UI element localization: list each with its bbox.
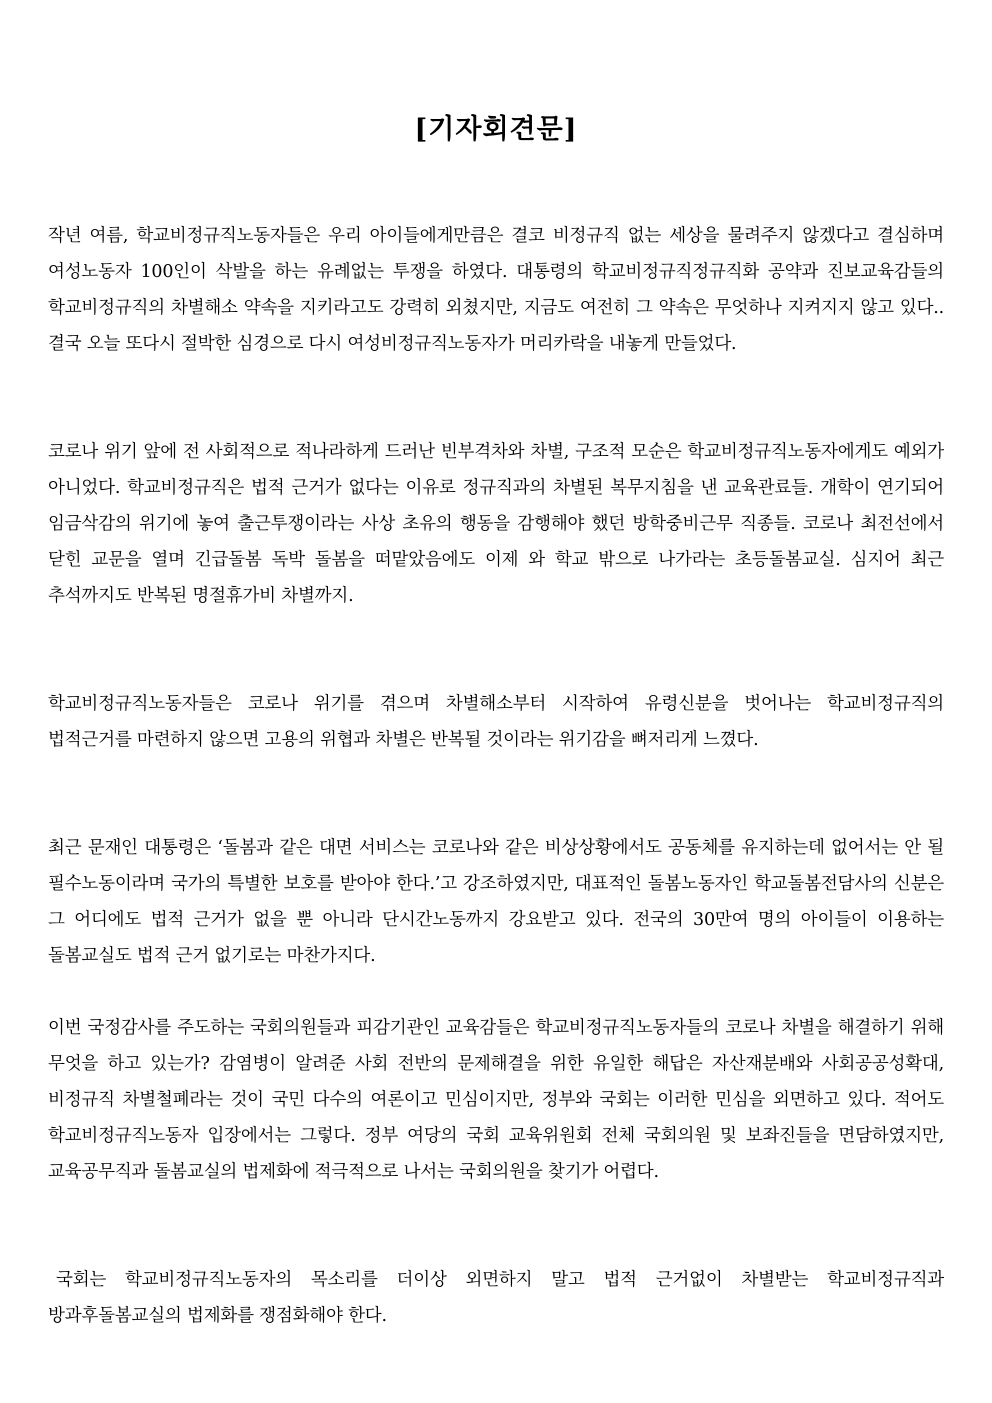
paragraph-3: 학교비정규직노동자들은 코로나 위기를 겪으며 차별해소부터 시작하여 유령신분을 벗어나는 학교비정규직의 법적근거를 마련하지 않으면 고용의 위협과 차별은 반복될 것이라는 위기감을 뼈저리게 느꼈다. — [48, 694, 944, 750]
document-title: [기자회견문] — [414, 114, 578, 145]
paragraph-5: 이번 국정감사를 주도하는 국회의원들과 피감기관인 교육감들은 학교비정규직노동자들의 코로나 차별을 해결하기 위해 무엇을 하고 있는가? 감염병이 알려준 사회 전반의 문제해결을 위한 유일한 해답은 자산재분배와 사회공공성확대, 비정규직 차별철폐라는 것이 국민 다수의 여론이고 민심이지만, 정부와 국회는 이러한 민심을 외면하고 있다. 적어도 학교비정규직노동자 입장에서는 그렇다. 정부 여당의 국회 교육위원회 전체 국회의원 및 보좌진들을 면담하였지만, 교육공무직과 돌봄교실의 법제화에 적극적으로 나서는 국회의원을 찾기가 어렵다. — [48, 1018, 944, 1182]
paragraph-6: 국회는 학교비정규직노동자의 목소리를 더이상 외면하지 말고 법적 근거없이 차별받는 학교비정규직과 방과후돌봄교실의 법제화를 쟁점화해야 한다. — [48, 1270, 944, 1326]
paragraph-1: 작년 여름, 학교비정규직노동자들은 우리 아이들에게만큼은 결코 비정규직 없는 세상을 물려주지 않겠다고 결심하며 여성노동자 100인이 삭발을 하는 유례없는 투쟁을 하였다. 대통령의 학교비정규직정규직화 공약과 진보교육감들의 학교비정규직의 차별해소 약속을 지키라고도 강력히 외쳤지만, 지금도 여전히 그 약속은 무엇하나 지켜지지 않고 있다..결국 오늘 또다시 절박한 심경으로 다시 여성비정규직노동자가 머리카락을 내놓게 만들었다. — [48, 226, 944, 354]
paragraph-2: 코로나 위기 앞에 전 사회적으로 적나라하게 드러난 빈부격차와 차별, 구조적 모순은 학교비정규직노동자에게도 예외가 아니었다. 학교비정규직은 법적 근거가 없다는 이유로 정규직과의 차별된 복무지침을 낸 교육관료들. 개학이 연기되어 임금삭감의 위기에 놓여 출근투쟁이라는 사상 초유의 행동을 감행해야 했던 방학중비근무 직종들. 코로나 최전선에서 닫힌 교문을 열며 긴급돌봄 독박 돌봄을 떠맡았음에도 이제 와 학교 밖으로 나가라는 초등돌봄교실. 심지어 최근 추석까지도 반복된 명절휴가비 차별까지. — [48, 442, 944, 606]
paragraph-4: 최근 문재인 대통령은 ‘돌봄과 같은 대면 서비스는 코로나와 같은 비상상황에서도 공동체를 유지하는데 없어서는 안 될 필수노동이라며 국가의 특별한 보호를 받아야 한다.’고 강조하였지만, 대표적인 돌봄노동자인 학교돌봄전담사의 신분은 그 어디에도 법적 근거가 없을 뿐 아니라 단시간노동까지 강요받고 있다. 전국의 30만여 명의 아이들이 이용하는 돌봄교실도 법적 근거 없기로는 마찬가지다. — [48, 838, 944, 966]
